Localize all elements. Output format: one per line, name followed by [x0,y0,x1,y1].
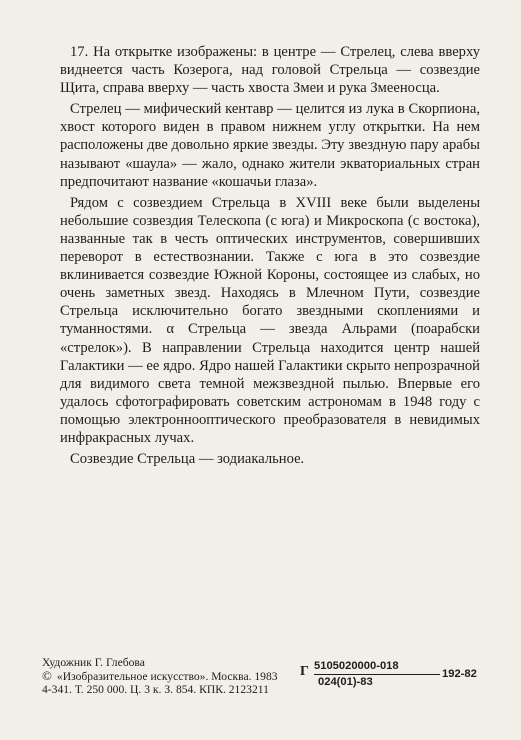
publisher-name: «Изобразительное искусство». Москва. 1983 [56,670,278,683]
paragraph-neighbors: Рядом с созвездием Стрельца в XVIII веке были выделены небольшие созвездия Телескопа (с юга) и Микроскопа (с востока), названные так в честь оптических инструментов, совершивших переворот в естествознании. Также с юга в это созвездие вклинивается созвездие Южной Короны, состоящее из слабых, но очень заметных звезд. Находясь в Млечном Пути, созвездие Стрельца исключительно богато звездными скоплениями и туманностями. α Стрельца — звезда Альрами (поарабски «стрелок»). В направлении Стрельца находится центр нашей Галактики — ее ядро. Ядро нашей Галактики скрыто непрозрачной для видимого света темной межзвездной пылью. Впервые его удалось сфотографировать советским астрономам в 1948 году с помощью электроннооптического преобразователя в невидимых инфракрасных лучах. [60,194,480,446]
catalog-numerator: 5105020000-018 [314,660,399,672]
print-info: 4-341. Т. 250 000. Ц. 3 к. З. 854. КПК. 2123211 [42,683,269,696]
catalog-index [300,660,510,692]
catalog-denominator: 024(01)-83 [318,676,373,688]
paragraph-zodiac: Созвездие Стрельца — зодиакальное. [70,451,305,468]
catalog-price-code: 192-82 [442,668,477,680]
artist-credit: Художник Г. Глебова [42,656,145,669]
paragraph-centaur: Стрелец — мифический кентавр — целится из лука в Скорпиона, хвост которого виден в правом нижнем углу открытки. На нем расположены две довольно яркие звезды. Эту звездную пару арабы называют «шаула» — жало, однако жители экваториальных стран предпочитают название «кошачьи глаза». [60,101,480,190]
fraction-rule [314,674,440,675]
catalog-letter: Г [300,664,309,679]
paragraph-intro: 17. На открытке изображены: в центре — Стрелец, слева вверху виднеется часть Козерога, над головой Стрельца — созвездие Щита, справа вверху — часть хвоста Змеи и рука Змееносца. [60,44,480,97]
copyright-symbol: © [42,668,52,683]
description-text [60,43,480,471]
